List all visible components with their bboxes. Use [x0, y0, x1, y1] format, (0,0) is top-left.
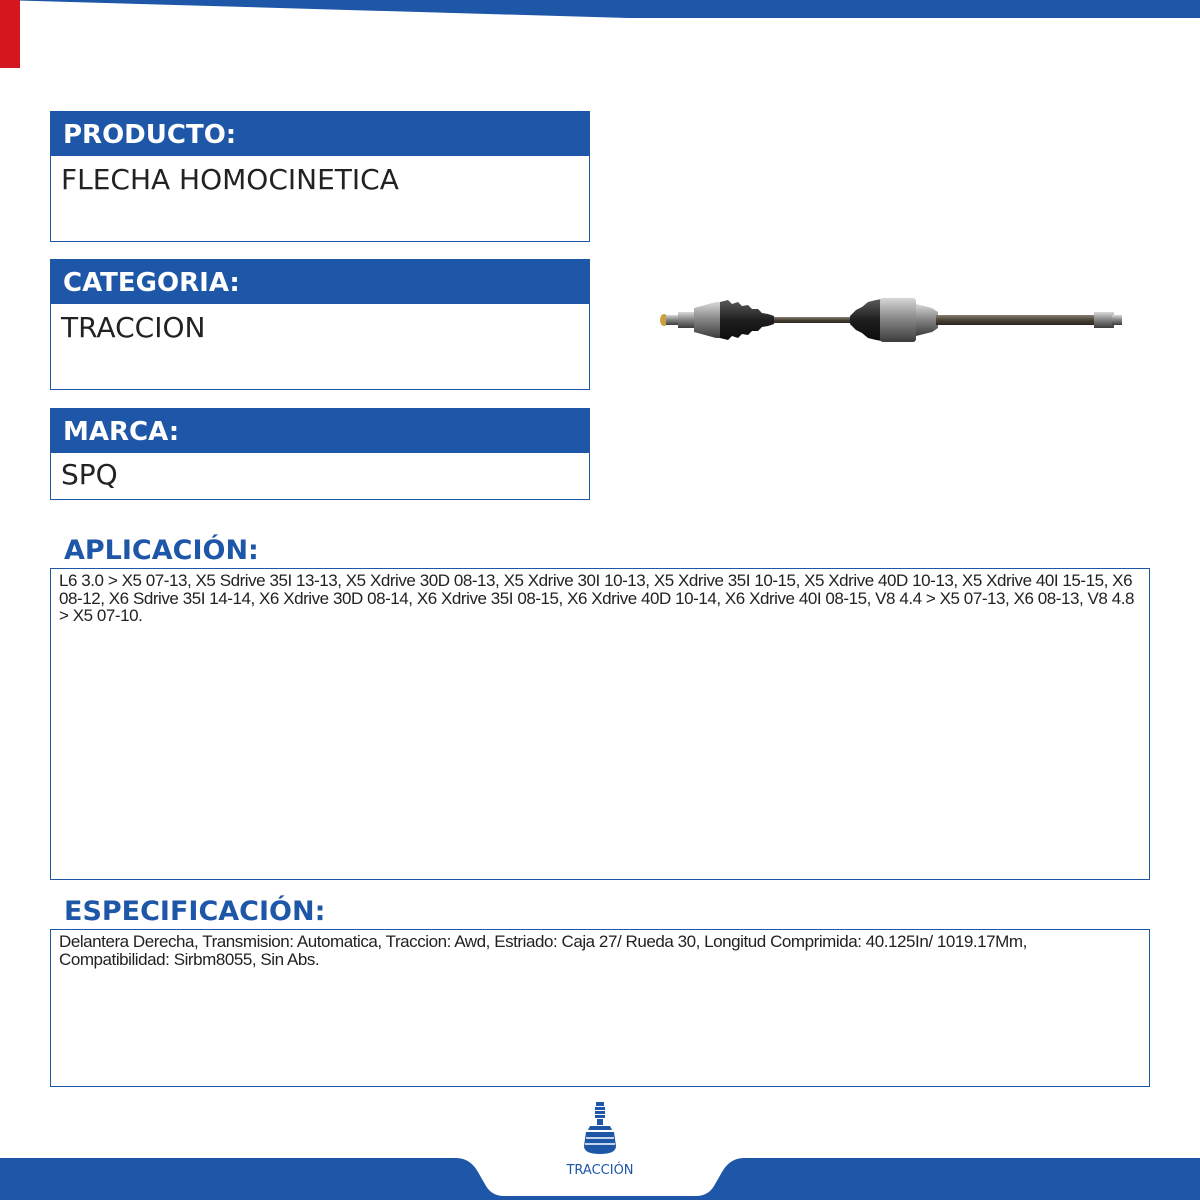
categoria-label: CATEGORIA: — [51, 260, 589, 304]
marca-label: MARCA: — [51, 409, 589, 453]
categoria-value: TRACCION — [61, 311, 206, 344]
producto-label: PRODUCTO: — [51, 112, 589, 156]
aplicacion-text: L6 3.0 > X5 07-13, X5 Sdrive 35I 13-13, X5 Xdrive 30D 08-13, X5 Xdrive 30I 10-13, X5 Xdrive 35I 10-15, X5 Xdrive 40D 10-13, X5 Xdrive 40I 15-15, X6 08-12, X6 Sdrive 35I 14-14, X6 Xdrive 30D 08-14, X6 Xdrive 35I 08-15, X6 Xdrive 40D 10-14, X6 Xdrive 40I 08-15, V8 4.4 > X5 07-13, X6 08-13, V8 4.8 > X5 07-10. — [50, 568, 1150, 880]
producto-box — [50, 111, 590, 242]
cv-axle-image — [650, 290, 1130, 350]
categoria-box — [50, 259, 590, 390]
marca-box — [50, 408, 590, 500]
producto-value: FLECHA HOMOCINETICA — [61, 163, 399, 196]
especificacion-text: Delantera Derecha, Transmision: Automatica, Traccion: Awd, Estriado: Caja 27/ Rueda 30, Longitud Comprimida: 40.125In/ 1019.17Mm, Compatibilidad: Sirbm8055, Sin Abs. — [50, 929, 1150, 1087]
part-number: SIRBM8054 — [48, 8, 334, 62]
traccion-label: TRACCIÓN — [566, 1163, 634, 1178]
cv-joint-icon — [582, 1102, 618, 1162]
especificacion-title: ESPECIFICACIÓN: — [64, 896, 326, 927]
aplicacion-title: APLICACIÓN: — [64, 535, 259, 566]
header-red-tab — [0, 0, 20, 68]
marca-value: SPQ — [61, 458, 118, 491]
